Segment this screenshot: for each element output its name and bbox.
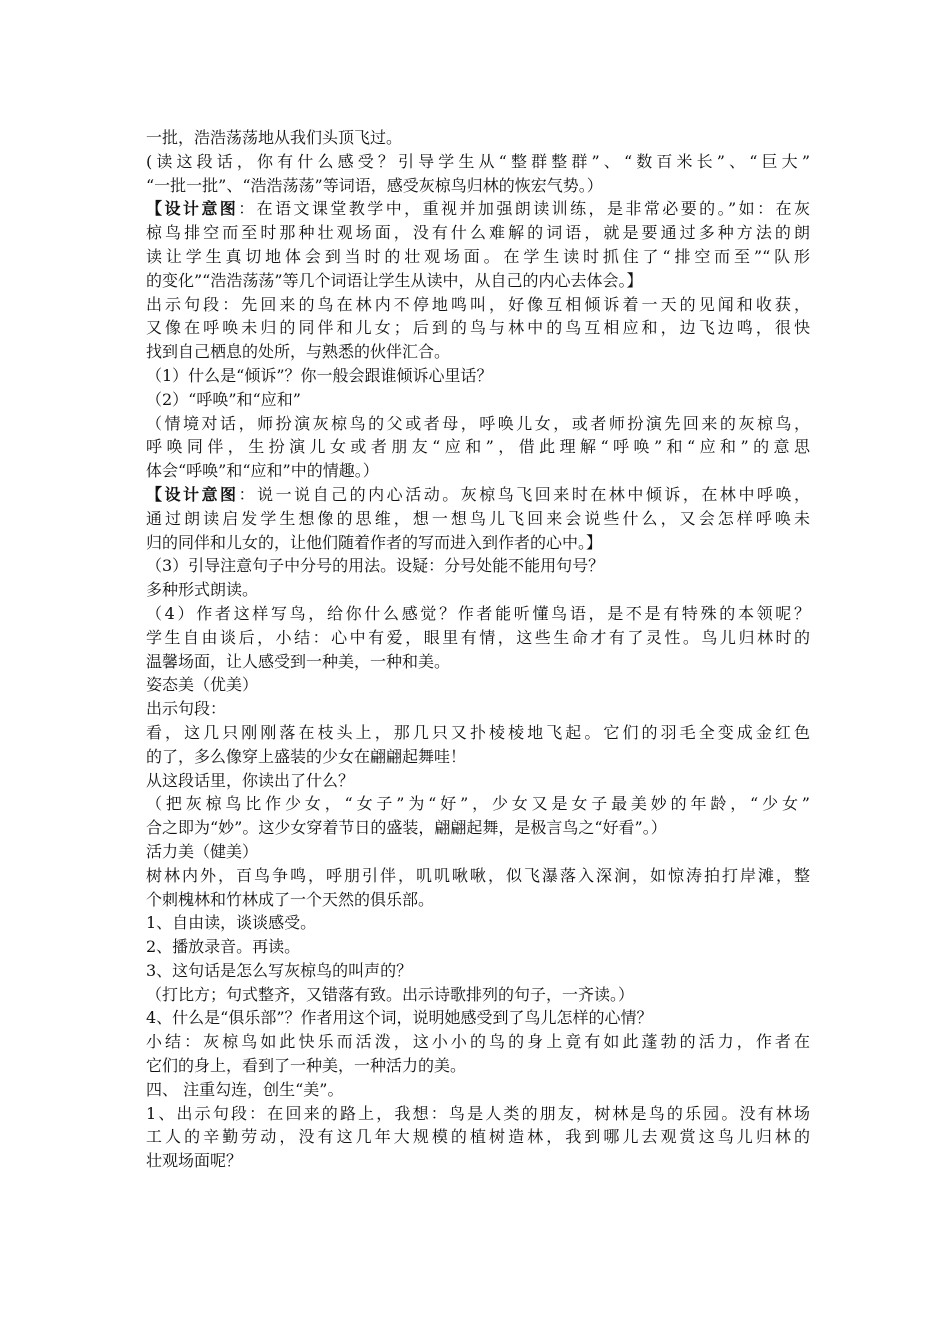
line-text: （情境对话，师扮演灰椋鸟的父或者母，呼唤儿女，或者师扮演先回来的灰椋鸟， — [146, 413, 810, 433]
text-line — [146, 983, 810, 1007]
text-line — [146, 388, 810, 412]
line-text: 工人的辛勤劳动，没有这几年大规模的植树造林，我到哪儿去观赏这鸟儿归林的 — [146, 1127, 810, 1147]
text-line — [146, 816, 810, 840]
line-text: 出示句段：先回来的鸟在林内不停地鸣叫，好像互相倾诉着一天的见闻和收获， — [146, 294, 810, 314]
line-text: 1、自由读，谈谈感受。 — [146, 913, 317, 933]
line-text: 看，这几只刚刚落在枝头上，那几只又扑棱棱地飞起。它们的羽毛全变成金红色 — [146, 722, 810, 742]
text-line — [146, 840, 810, 864]
text-line — [146, 769, 810, 793]
line-text: 学生自由谈后，小结：心中有爱，眼里有情，这些生命才有了灵性。鸟儿归林时的 — [146, 627, 810, 647]
line-text: 多种形式朗读。 — [146, 580, 259, 600]
text-line — [146, 269, 810, 293]
text-line — [146, 340, 810, 364]
text-line — [146, 745, 810, 769]
line-text: 椋鸟排空而至时那种壮观场面，没有什么难解的词语，就是要通过多种方法的朗 — [146, 223, 810, 243]
line-text: 3、这句话是怎么写灰椋鸟的叫声的？ — [146, 960, 413, 980]
text-line — [146, 412, 810, 436]
text-line — [146, 364, 810, 388]
text-line — [146, 293, 810, 317]
line-text: 通过朗读启发学生想像的思维，想一想鸟儿飞回来会说些什么，又会怎样呼唤未 — [146, 508, 810, 528]
line-text: 体会“呼唤”和“应和”中的情趣。） — [146, 461, 379, 481]
line-text: 呼唤同伴，生扮演儿女或者朋友“应和”，借此理解“呼唤”和“应和”的意思 — [146, 437, 810, 457]
line-text: 壮观场面呢？ — [146, 1151, 243, 1171]
line-text: 又像在呼唤未归的同伴和儿女；后到的鸟与林中的鸟互相应和，边飞边鸣，很快 — [146, 318, 810, 338]
text-line — [146, 459, 810, 483]
line-text: 活力美（健美） — [146, 841, 259, 861]
line-text: （2）“呼唤”和“应和” — [146, 389, 301, 409]
text-line — [146, 1054, 810, 1078]
line-text: （打比方；句式整齐，又错落有致。出示诗歌排列的句子，一齐读。） — [146, 984, 635, 1004]
text-line — [146, 792, 810, 816]
line-text: 2、播放录音。再读。 — [146, 937, 301, 957]
line-text: 个刺槐林和竹林成了一个天然的俱乐部。 — [146, 889, 435, 909]
line-text: 它们的身上，看到了一种美，一种活力的美。 — [146, 1056, 467, 1076]
line-text: 的变化”“浩浩荡荡”等几个词语让学生从读中，从自己的内心去体会。】 — [146, 270, 643, 290]
line-text: ：说一说自己的内心活动。灰椋鸟飞回来时在林中倾诉，在林中呼唤， — [238, 484, 810, 504]
line-text: （1）什么是“倾诉”？你一般会跟谁倾诉心里话？ — [146, 365, 493, 385]
line-text: （4）作者这样写鸟，给你什么感觉？作者能听懂鸟语，是不是有特殊的本领呢？ — [146, 603, 810, 623]
line-text: 树林内外，百鸟争鸣，呼朋引伴，叽叽啾啾，似飞瀑落入深涧，如惊涛拍打岸滩，整 — [146, 865, 810, 885]
text-line — [146, 1030, 810, 1054]
text-line — [146, 1102, 810, 1126]
text-line — [146, 531, 810, 555]
text-line — [146, 959, 810, 983]
text-line — [146, 245, 810, 269]
line-text: 归的同伴和儿女的，让他们随着作者的写而进入到作者的心中。】 — [146, 532, 603, 552]
text-line — [146, 1006, 810, 1030]
text-line — [146, 1125, 810, 1149]
text-line — [146, 911, 810, 935]
line-text: (读这段话，你有什么感受？引导学生从“整群整群”、“数百米长”、“巨大” — [146, 151, 810, 171]
line-text: 读让学生真切地体会到当时的壮观场面。在学生读时抓住了“排空而至”“队形 — [146, 246, 810, 266]
text-line — [146, 578, 810, 602]
line-text: 四、 注重勾连，创生“美”。 — [146, 1079, 344, 1099]
line-text: “一批一批”、“浩浩荡荡”等词语，感受灰椋鸟归林的恢宏气势。） — [146, 175, 603, 195]
text-line — [146, 174, 810, 198]
line-text: 姿态美（优美） — [146, 675, 259, 695]
line-text: 的了，多么像穿上盛装的少女在翩翩起舞哇！ — [146, 746, 467, 766]
line-text: 从这段话里，你读出了什么？ — [146, 770, 355, 790]
text-line — [146, 483, 810, 507]
text-line — [146, 126, 810, 150]
text-line — [146, 864, 810, 888]
text-line — [146, 888, 810, 912]
design-intent-label: 【设计意图 — [146, 199, 239, 219]
text-line — [146, 626, 810, 650]
text-line — [146, 221, 810, 245]
text-line — [146, 435, 810, 459]
text-line — [146, 721, 810, 745]
text-line — [146, 602, 810, 626]
line-text: 温馨场面，让人感受到一种美，一种和美。 — [146, 651, 451, 671]
line-text: （把灰椋鸟比作少女，“女子”为“好”，少女又是女子最美妙的年龄，“少女” — [146, 794, 810, 814]
text-line — [146, 554, 810, 578]
text-line — [146, 650, 810, 674]
text-line — [146, 197, 810, 221]
text-line — [146, 1078, 810, 1102]
design-intent-label: 【设计意图 — [146, 484, 239, 504]
line-text: 4、什么是“俱乐部”？作者用这个词，说明她感受到了鸟儿怎样的心情？ — [146, 1008, 653, 1028]
line-text: 一批，浩浩荡荡地从我们头顶飞过。 — [146, 128, 403, 147]
line-text: 1、出示句段：在回来的路上，我想：鸟是人类的朋友，树林是鸟的乐园。没有林场 — [146, 1103, 810, 1123]
document-body — [146, 126, 810, 1173]
line-text: 小结：灰椋鸟如此快乐而活泼，这小小的鸟的身上竟有如此蓬勃的活力，作者在 — [146, 1032, 810, 1052]
text-line — [146, 316, 810, 340]
text-line — [146, 697, 810, 721]
line-text: 找到自己栖息的处所，与熟悉的伙伴汇合。 — [146, 342, 451, 362]
line-text: 出示句段： — [146, 699, 227, 719]
line-text: ：在语文课堂教学中，重视并加强朗读训练，是非常必要的。”如：在灰 — [238, 199, 810, 219]
text-line — [146, 673, 810, 697]
text-line — [146, 935, 810, 959]
line-text: （3）引导注意句子中分号的用法。设疑：分号处能不能用句号？ — [146, 556, 605, 576]
text-line — [146, 507, 810, 531]
text-line — [146, 1149, 810, 1173]
text-line — [146, 150, 810, 174]
line-text: 合之即为“妙”。这少女穿着节日的盛装，翩翩起舞，是极言鸟之“好看”。） — [146, 818, 667, 838]
